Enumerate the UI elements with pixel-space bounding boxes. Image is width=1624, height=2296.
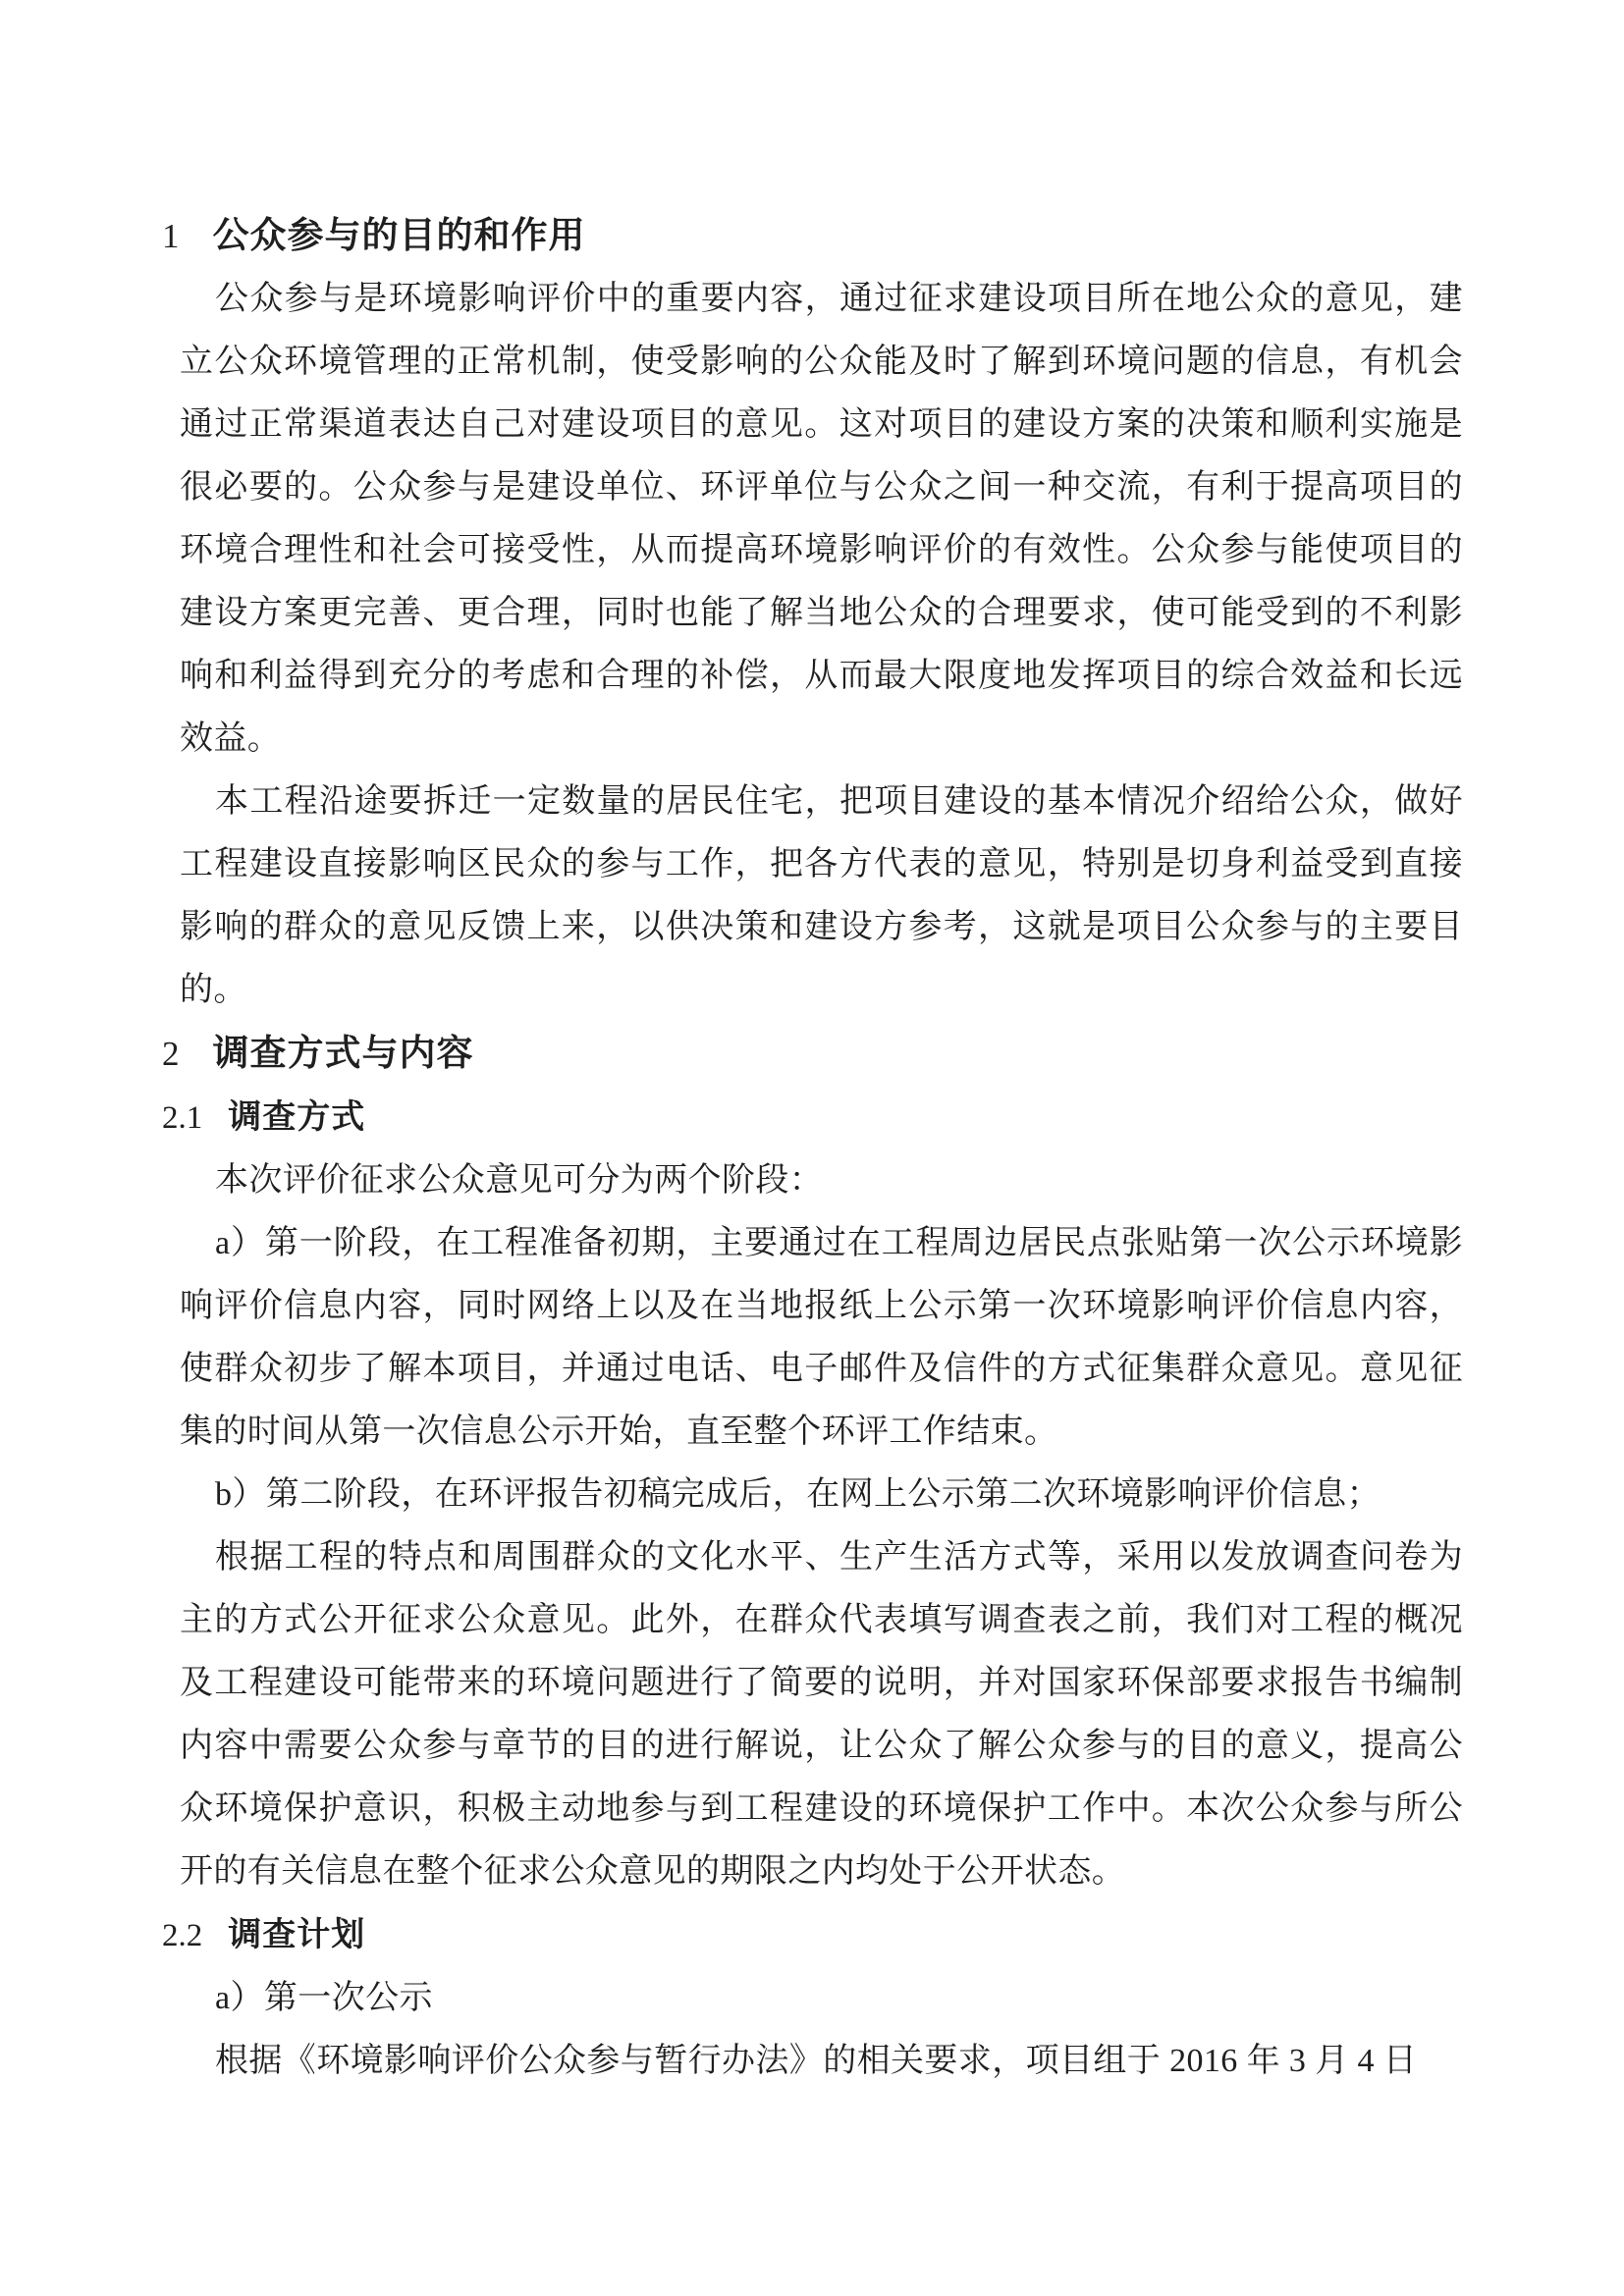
subsection-number: 2.2	[162, 1918, 203, 1953]
paragraph-first-publicity-detail: 根据《环境影响评价公众参与暂行办法》的相关要求，项目组于 2016 年 3 月 4 日	[215, 2043, 1418, 2079]
paragraph-questionnaire: 根据工程的特点和周围群众的文化水平、生产生活方式等，采用以发放调查问卷为主的方式公开征求公众意见。此外，在群众代表填写调查表之前，我们对工程的概况及工程建设可能带来的环境问题进行了简要的说明，并对国家环保部要求报告书编制内容中需要公众参与章节的目的进行解说，让公众了解公众参与的目的意义，提高公众环境保护意识，积极主动地参与到工程建设的环境保护工作中。本次公众参与所公开的有关信息在整个征求公众意见的期限之内均处于公开状态。	[180, 1539, 1463, 1890]
subsection-title: 调查计划	[228, 1916, 366, 1953]
section-title: 公众参与的目的和作用	[212, 215, 586, 255]
section-heading-2	[162, 1022, 1463, 1086]
paragraph-first-publicity-label: a）第一次公示	[215, 1980, 433, 2016]
section-heading-1	[162, 204, 1463, 268]
subsection-heading-2-2	[162, 1903, 1463, 1967]
subsection-number: 2.1	[162, 1100, 203, 1136]
section-number: 2	[162, 1035, 180, 1073]
section-title: 调查方式与内容	[212, 1033, 474, 1073]
paragraph-purpose-1: 公众参与是环境影响评价中的重要内容，通过征求建设项目所在地公众的意见，建立公众环境管理的正常机制，使受影响的公众能及时了解到环境问题的信息，有机会通过正常渠道表达自己对建设项目的意见。这对项目的建设方案的决策和顺利实施是很必要的。公众参与是建设单位、环评单位与公众之间一种交流，有利于提高项目的环境合理性和社会可接受性，从而提高环境影响评价的有效性。公众参与能使项目的建设方案更完善、更合理，同时也能了解当地公众的合理要求，使可能受到的不利影响和利益得到充分的考虑和合理的补偿，从而最大限度地发挥项目的综合效益和长远效益。	[180, 281, 1463, 757]
paragraph-survey-intro: 本次评价征求公众意见可分为两个阶段：	[215, 1162, 824, 1199]
subsection-title: 调查方式	[228, 1098, 366, 1136]
subsection-heading-2-1	[162, 1086, 1463, 1149]
section-number: 1	[162, 217, 180, 255]
paragraph-purpose-2: 本工程沿途要拆迁一定数量的居民住宅，把项目建设的基本情况介绍给公众，做好工程建设直接影响区民众的参与工作，把各方代表的意见，特别是切身利益受到直接影响的群众的意见反馈上来，以供决策和建设方参考，这就是项目公众参与的主要目的。	[180, 783, 1463, 1008]
paragraph-stage-b: b）第二阶段，在环评报告初稿完成后，在网上公示第二次环境影响评价信息；	[215, 1476, 1380, 1513]
paragraph-stage-a: a）第一阶段，在工程准备初期，主要通过在工程周边居民点张贴第一次公示环境影响评价信息内容，同时网络上以及在当地报纸上公示第一次环境影响评价信息内容，使群众初步了解本项目，并通过电话、电子邮件及信件的方式征集群众意见。意见征集的时间从第一次信息公示开始，直至整个环评工作结束。	[180, 1225, 1463, 1450]
